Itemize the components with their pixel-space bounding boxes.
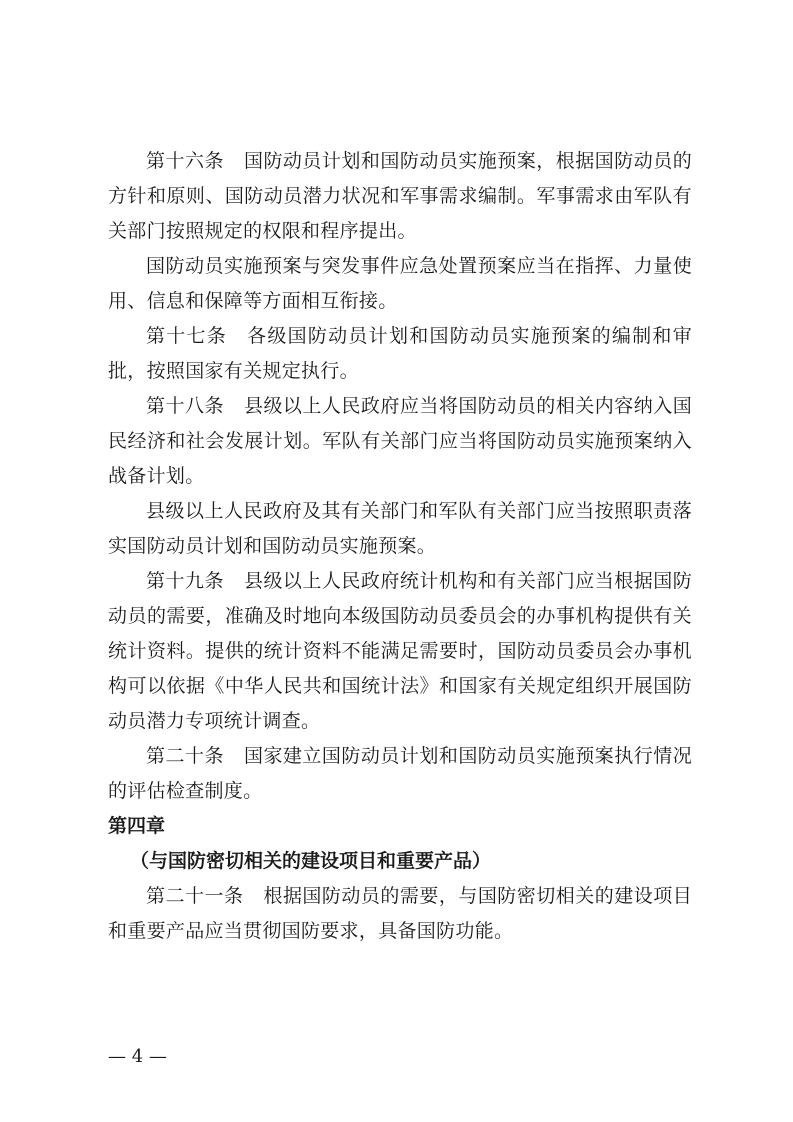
article-number: 第二十一条	[146, 885, 244, 907]
article-text: 国防动员计划和国防动员实施预案，根据国防动员的方针和原则、国防动员潜力状况和军事需求编制。军事需求由军队有关部门按照规定的权限和程序提出。	[108, 150, 692, 242]
article-number: 第十九条	[146, 570, 224, 592]
article-18	[108, 389, 692, 494]
article-number: 第十七条	[146, 325, 228, 347]
article-20	[108, 739, 692, 809]
article-19	[108, 564, 692, 739]
chapter-subtitle: （与国防密切相关的建设项目和重要产品）	[130, 850, 492, 872]
article-text: 根据国防动员的需要，与国防密切相关的建设项目和重要产品应当贯彻国防要求，具备国防功能。	[108, 885, 692, 942]
chapter-title: 第四章	[108, 815, 166, 837]
article-text: 各级国防动员计划和国防动员实施预案的编制和审批，按照国家有关规定执行。	[108, 325, 692, 382]
article-number: 第二十条	[146, 745, 224, 767]
article-18-paragraph-2	[108, 494, 692, 564]
article-16-paragraph-2	[108, 249, 692, 319]
article-text: 县级以上人民政府应当将国防动员的相关内容纳入国民经济和社会发展计划。军队有关部门应当将国防动员实施预案纳入战备计划。	[108, 395, 692, 487]
page-number: — 4 —	[108, 1046, 167, 1067]
article-number: 第十八条	[146, 395, 224, 417]
article-text: 国防动员实施预案与突发事件应急处置预案应当在指挥、力量使用、信息和保障等方面相互衔接。	[108, 255, 692, 312]
article-16	[108, 144, 692, 249]
article-17	[108, 319, 692, 389]
article-text: 县级以上人民政府及其有关部门和军队有关部门应当按照职责落实国防动员计划和国防动员实施预案。	[108, 500, 692, 557]
article-text: 国家建立国防动员计划和国防动员实施预案执行情况的评估检查制度。	[108, 745, 692, 802]
article-21	[108, 879, 692, 949]
document-body	[108, 144, 692, 949]
article-text: 县级以上人民政府统计机构和有关部门应当根据国防动员的需要，准确及时地向本级国防动员委员会的办事机构提供有关统计资料。提供的统计资料不能满足需要时，国防动员委员会办事机构可以依据《中华人民共和国统计法》和国家有关规定组织开展国防动员潜力专项统计调查。	[108, 570, 692, 732]
article-number: 第十六条	[146, 150, 224, 172]
